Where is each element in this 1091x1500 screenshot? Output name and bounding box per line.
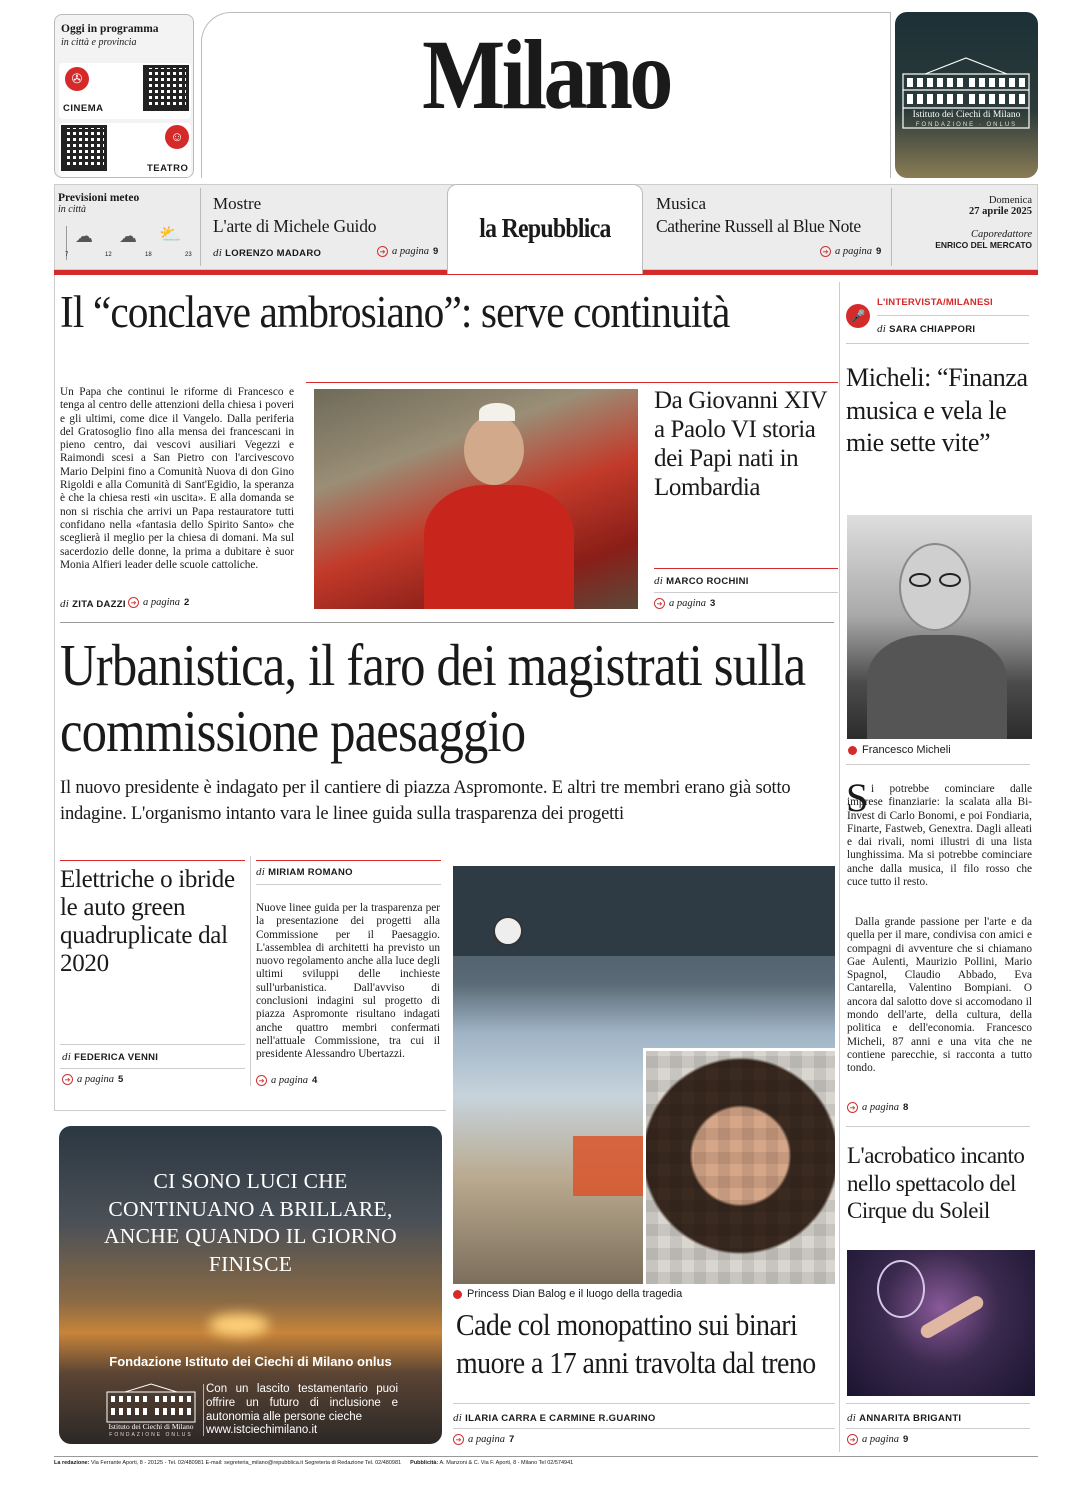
arrow-icon: ➔	[62, 1074, 73, 1085]
cirque-photo[interactable]	[847, 1250, 1035, 1396]
byline-di: di	[654, 575, 664, 587]
page-label: a pagina	[862, 1434, 900, 1445]
byline-di: di	[453, 1412, 463, 1424]
train-photo[interactable]	[453, 866, 835, 1284]
hour-label: 18	[145, 252, 152, 258]
footer	[54, 1460, 1038, 1466]
caption-dot-icon	[848, 746, 857, 755]
interview-dropcap: S	[846, 775, 869, 820]
repubblica-logo-tab[interactable]	[447, 184, 643, 274]
ad-org: Fondazione Istituto dei Ciechi di Milano onlus	[109, 1354, 392, 1369]
arrow-icon: ➔	[453, 1434, 464, 1445]
cloud-icon: ☁	[75, 226, 93, 246]
station-clock-icon	[493, 916, 523, 946]
sunset-sun	[209, 1314, 269, 1336]
page-number: 3	[710, 598, 716, 609]
auto-headline[interactable]: Elettriche o ibride le auto green quadruplicate dal 2020	[60, 866, 235, 977]
train-caption: Princess Dian Balog e il luogo della tragedia	[467, 1288, 683, 1300]
teaser-title: L'arte di Michele Guido	[213, 216, 377, 236]
micheli-photo[interactable]	[847, 515, 1032, 739]
urban-summary: Il nuovo presidente è indagato per il cantiere di piazza Aspromonte. E altri tre membri erano già sotto indagine. L'organismo intanto vara le linee guida sulla trasparenza dei progetti	[60, 778, 791, 824]
lead-body: Un Papa che continui le riforme di Francesco e tenga al centro delle attenzioni della chiesa i poveri e gli ultimi, come dice il Vangelo. Dalla periferia del Gratosoglio fino alla mensa dei francescani in pieno centro, dai vescovi ausiliari Vegezzi e Raimondi scesi a San Pietro con l'arcivescovo Mario Delpini fino a Comunità Nuova di don Gino Rigoldi e alla Comunità di Sant'Egidio, la speranza è che la chiesa resti «in uscita». E alla domanda se non si rischia che arrivi un Papa restauratore tutti confidano nella «fantasia dello Spirito Santo» che sceglierà il meglio per la chiesa di domani. Ma sul sacerdozio delle donne, la prima a dubitare è suor Monia Alfieri leader delle scuole cattoliche.	[60, 386, 294, 571]
teatro-qr-code[interactable]	[61, 125, 107, 171]
masthead-title: Milano	[422, 19, 670, 130]
page-number: 4	[312, 1075, 318, 1086]
page-label: a pagina	[862, 1102, 900, 1113]
arrow-icon: ➔	[377, 246, 388, 257]
treno-headline[interactable]: Cade col monopattino sui binari muore a 17 anni travolta dal treno	[456, 1307, 816, 1380]
ad-text: Con un lascito testamentario puoi offrire un futuro di inclusione e autonomia alle persone cieche	[206, 1383, 398, 1423]
weather-subtitle: in città	[58, 204, 87, 215]
repubblica-logo: la Repubblica	[479, 213, 611, 243]
page-number: 8	[903, 1102, 909, 1113]
page-label: a pagina	[77, 1074, 115, 1085]
footer-redazione: Via Ferrante Aporti, 8 - 20125 - Tel. 02/480981 E-mail: segreteria_milano@repubblica.it Segreteria di Redazione Tel. 02/480981	[90, 1460, 402, 1466]
byline-author: LORENZO MADARO	[225, 248, 322, 259]
weather-title: Previsioni meteo	[58, 192, 140, 204]
urban-headline[interactable]: Urbanistica, il faro dei magistrati sulla commissione paesaggio	[60, 632, 806, 764]
teaser-kicker: Mostre	[213, 194, 262, 213]
building-logo-icon	[105, 1382, 197, 1424]
victim-photo-pixelated	[643, 1048, 835, 1284]
byline-author: MARCO ROCHINI	[666, 576, 749, 587]
date: 27 aprile 2025	[969, 206, 1032, 217]
page-number: 9	[876, 246, 882, 257]
sponsor-name: Istituto dei Ciechi di Milano	[912, 110, 1021, 120]
teaser-mostre[interactable]	[213, 194, 443, 266]
page-label: a pagina	[392, 246, 430, 257]
byline-author: ILARIA CARRA E CARMINE R.GUARINO	[465, 1413, 656, 1424]
page-label: a pagina	[271, 1075, 309, 1086]
byline-di: di	[62, 1051, 72, 1063]
arrow-icon: ➔	[256, 1075, 267, 1086]
ad-url[interactable]: www.istciechimilano.it	[206, 1424, 318, 1436]
editor-role: Caporedattore	[970, 229, 1032, 240]
pope-photo[interactable]	[314, 389, 638, 609]
page-number: 9	[903, 1434, 909, 1445]
editor-name: ENRICO DEL MERCATO	[935, 240, 1032, 250]
page-label: a pagina	[143, 597, 181, 608]
hour-label: 23	[185, 252, 192, 258]
urban-body: Nuove linee guida per la trasparenza per la presentazione dei progetti alla Commissione per il Paesaggio. L'assemblea di architetti ha previsto un nuovo regolamento anche alla luce degli ultimi sviluppi delle inchieste sull'urbanistica. Dall'avviso di conclusioni indagini sul progetto di piazza Aspromonte risultano indagati anche quattro membri confermati nell'attuale Commissione, tra cui il presidente Alessandro Ubertazzi.	[256, 902, 440, 1061]
byline-di: di	[877, 323, 887, 335]
caption-dot-icon	[453, 1290, 462, 1299]
hour-label: 7	[65, 252, 69, 258]
page-label: a pagina	[669, 598, 707, 609]
byline-author: MIRIAM ROMANO	[268, 867, 353, 878]
footer-pubblicita: A. Manzoni & C. Via F. Aporti, 8 - Milano Tel 02/574941	[439, 1460, 574, 1466]
arrow-icon: ➔	[128, 597, 139, 608]
sun-cloud-icon: ⛅	[159, 224, 182, 244]
cinema-icon: ✇	[65, 67, 89, 91]
ad-headline: CI SONO LUCI CHE CONTINUANO A BRILLARE, ANCHE QUANDO IL GIORNO FINISCE	[103, 1169, 398, 1276]
microphone-icon: 🎤	[846, 304, 870, 328]
date-box	[895, 195, 1032, 250]
byline-author: ZITA DAZZI	[72, 599, 126, 610]
cinema-qr-code[interactable]	[143, 65, 189, 111]
arrow-icon: ➔	[847, 1102, 858, 1113]
program-title: Oggi in programma	[61, 23, 159, 35]
interview-body-second: Dalla grande passione per l'arte e da quella per il mare, condivisa con amici e compagni di avventure che si chiamano Gae Aulenti, Maurizio Pollini, Mario Spagnol, Claudio Abbado, Eva Cantarella, Valentino Bompiani. O ancora dal salotto dove si accomodano il mondo dell'arte, della cultura, della politica e dell'economia. Francesco Micheli, 87 anni e una vita che ne contiene parecchie, si racconta a tutto tondo.	[847, 916, 1032, 1075]
papi-headline[interactable]: Da Giovanni XIV a Paolo VI storia dei Papi nati in Lombardia	[654, 387, 827, 501]
byline-di: di	[60, 598, 70, 610]
sponsor-sub: FONDAZIONE · ONLUS	[915, 122, 1018, 128]
weekday: Domenica	[988, 195, 1032, 206]
cloud-icon: ☁	[119, 226, 137, 246]
page-number: 9	[433, 246, 439, 257]
building-logo-icon	[895, 48, 1038, 148]
byline-di: di	[256, 866, 266, 878]
page-number: 5	[118, 1074, 124, 1085]
page-number: 7	[509, 1434, 515, 1445]
teatro-mask-icon: ☺	[165, 125, 189, 149]
arrow-icon: ➔	[820, 246, 831, 257]
ad-box[interactable]	[59, 1126, 442, 1444]
sponsor-box[interactable]	[895, 12, 1038, 178]
interview-kicker: L'INTERVISTA/MILANESI	[877, 297, 993, 308]
program-subtitle: in città e provincia	[61, 37, 137, 48]
interview-body-first: i potrebbe cominciare dalle imprese finanziarie: la scalata alla Bi-Invest di Carlo Bonomi, e poi Fondiaria, Finarte, Fastweb, Genextra. Dagli alleati e dai rivali, nomi illustri di una lista lunghissima. Ma si potrebbe cominciare anche dalla musica, il filo rosso che cuce tutto il resto.	[847, 783, 1032, 889]
ad-logo-name: Istituto dei Ciechi di Milano	[108, 1422, 194, 1431]
interview-headline[interactable]: Micheli: “Finanza musica e vela le mie sette vite”	[846, 363, 1028, 457]
program-box	[54, 14, 194, 178]
cinema-label[interactable]: CINEMA	[63, 103, 104, 114]
teaser-musica[interactable]	[656, 194, 888, 266]
footer-pubblicita-label: Pubblicità:	[410, 1460, 439, 1466]
hour-label: 12	[105, 252, 112, 258]
hoop	[877, 1260, 925, 1318]
page-number: 2	[184, 597, 190, 608]
arrow-icon: ➔	[847, 1434, 858, 1445]
circo-headline[interactable]: L'acrobatico incanto nello spettacolo del Cirque du Soleil	[847, 1143, 1025, 1223]
page-label: a pagina	[468, 1434, 506, 1445]
teaser-title: Catherine Russell al Blue Note	[656, 216, 861, 236]
footer-redazione-label: La redazione:	[54, 1460, 90, 1466]
byline-author: FEDERICA VENNI	[74, 1052, 159, 1063]
byline-di: di	[213, 247, 223, 259]
teaser-kicker: Musica	[656, 194, 707, 213]
lead-headline[interactable]: Il “conclave ambrosiano”: serve continuità	[60, 287, 730, 337]
micheli-caption: Francesco Micheli	[862, 744, 951, 756]
weather-box[interactable]	[58, 192, 196, 266]
ad-logo-sub: FONDAZIONE ONLUS	[109, 1432, 193, 1438]
byline-author: ANNARITA BRIGANTI	[859, 1413, 962, 1424]
byline-di: di	[847, 1412, 857, 1424]
teatro-label[interactable]: TEATRO	[147, 163, 189, 174]
arrow-icon: ➔	[654, 598, 665, 609]
byline-author: SARA CHIAPPORI	[889, 324, 976, 335]
page-label: a pagina	[835, 246, 873, 257]
